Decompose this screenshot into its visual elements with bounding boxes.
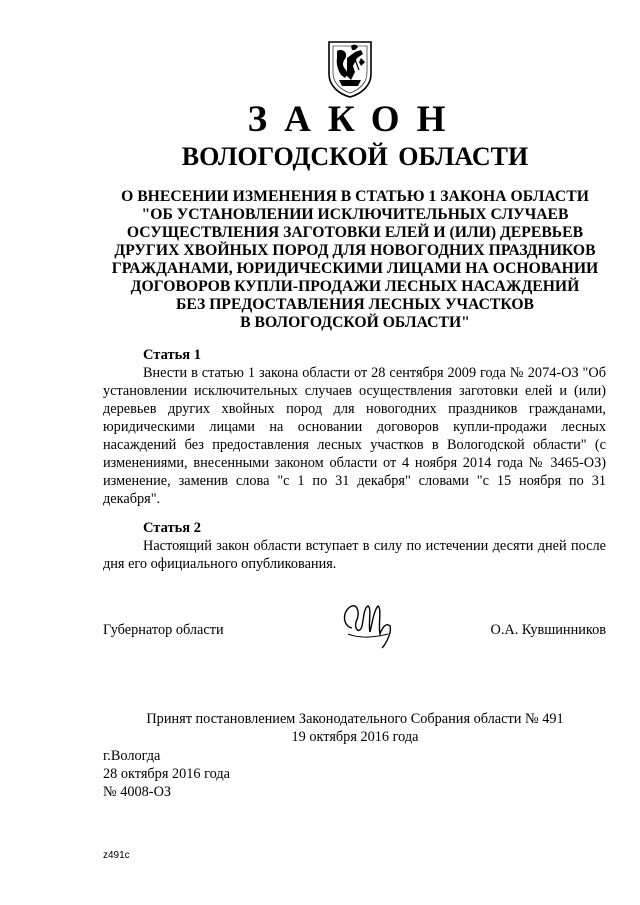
adoption-note — [100, 710, 610, 746]
law-number: № 4008-ОЗ — [103, 784, 172, 800]
document-code: z491c — [103, 850, 130, 861]
law-subtitle — [100, 188, 610, 332]
law-title: ЗАКОН — [247, 99, 463, 140]
signatory-role: Губернатор области — [103, 622, 224, 638]
city: г.Вологда — [103, 748, 161, 764]
subtitle-line: В ВОЛОГОДСКОЙ ОБЛАСТИ" — [240, 314, 470, 331]
subtitle-line: ДРУГИХ ХВОЙНЫХ ПОРОД ДЛЯ НОВОГОДНИХ ПРАЗДНИКОВ — [114, 242, 596, 259]
adoption-date: 19 октября 2016 года — [291, 729, 419, 745]
signatory-name: О.А. Кувшинников — [490, 622, 606, 638]
place-date-number — [103, 747, 230, 801]
handwritten-signature-icon — [338, 600, 398, 652]
subtitle-line: ДОГОВОРОВ КУПЛИ-ПРОДАЖИ ЛЕСНЫХ НАСАЖДЕНИЙ — [130, 278, 580, 295]
vologda-coat-of-arms-icon — [325, 40, 375, 98]
subtitle-line: "ОБ УСТАНОВЛЕНИИ ИСКЛЮЧИТЕЛЬНЫХ СЛУЧАЕВ — [141, 206, 569, 223]
article-2-heading: Статья 2 — [143, 520, 201, 536]
subtitle-line: ГРАЖДАНАМИ, ЮРИДИЧЕСКИМИ ЛИЦАМИ НА ОСНОВАНИИ — [111, 260, 599, 277]
article-1-text: Внести в статью 1 закона области от 28 сентября 2009 года № 2074-ОЗ "Об установлении исключительных случаев осуществления заготовки елей и (или) деревьев других хвойных пород для новогодних праздников гражданами, юридическими лицами на основании договоров купли-продажи лесных насаждений без предоставления лесных участков в Вологодской области" (с изменениями, внесенными законом области от 4 ноября 2014 года № 3465-ОЗ) изменение, заменив слова "с 1 по 31 декабря" словами "с 15 ноября по 31 декабря". — [103, 365, 606, 507]
adoption-line: Принят постановлением Законодательного Собрания области № 491 — [146, 711, 564, 727]
article-2-text: Настоящий закон области вступает в силу по истечении десяти дней после дня его официального опубликования. — [103, 538, 606, 572]
subtitle-line: БЕЗ ПРЕДОСТАВЛЕНИЯ ЛЕСНЫХ УЧАСТКОВ — [175, 296, 535, 313]
article-1-heading: Статья 1 — [143, 347, 201, 363]
region-title: ВОЛОГОДСКОЙ ОБЛАСТИ — [181, 142, 529, 171]
subtitle-line: ОСУЩЕСТВЛЕНИЯ ЗАГОТОВКИ ЕЛЕЙ И (ИЛИ) ДЕРЕВЬЕВ — [126, 224, 584, 241]
signing-date: 28 октября 2016 года — [103, 766, 231, 782]
subtitle-line: О ВНЕСЕНИИ ИЗМЕНЕНИЯ В СТАТЬЮ 1 ЗАКОНА ОБЛАСТИ — [121, 188, 589, 205]
